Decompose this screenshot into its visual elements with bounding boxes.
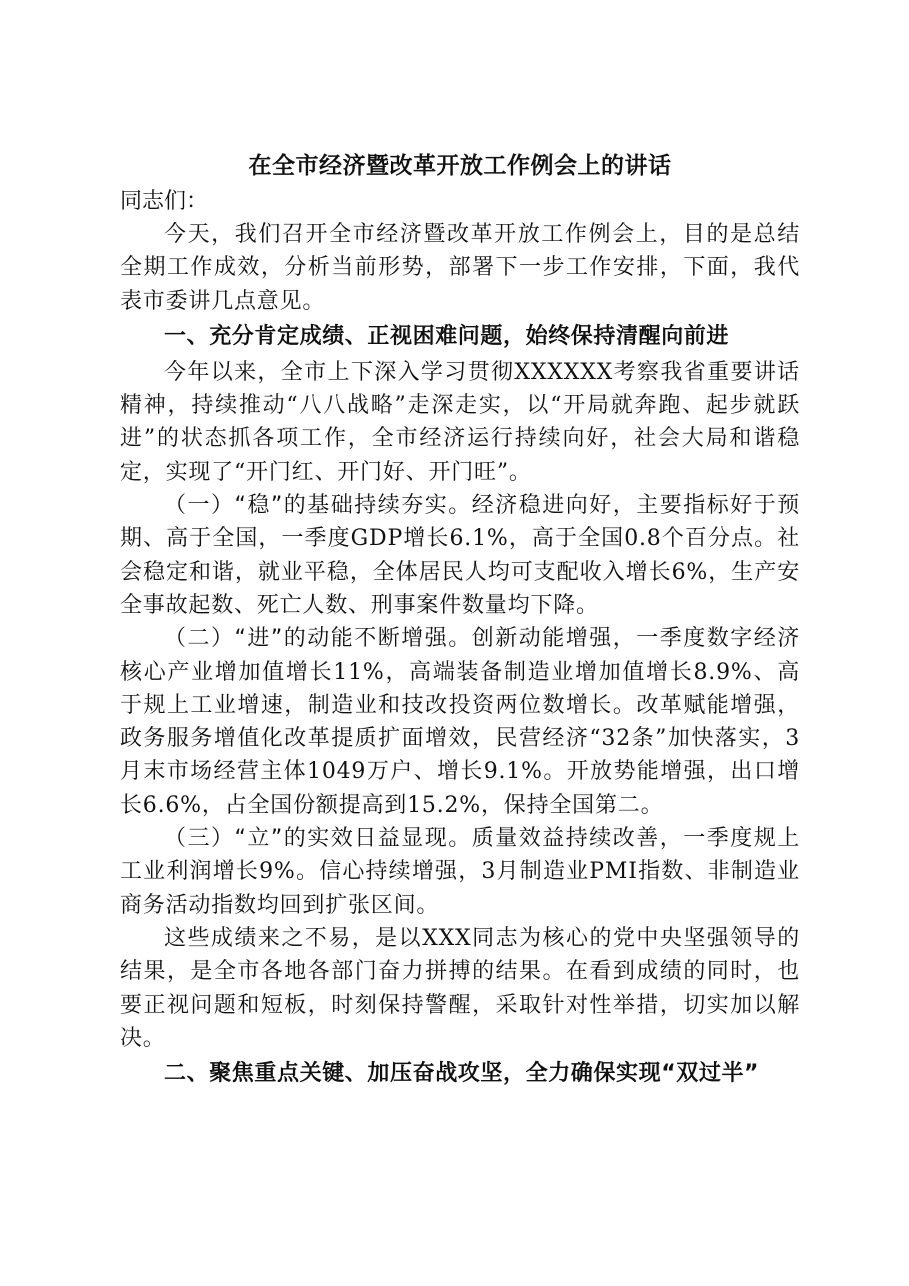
section-1-heading: 一、充分肯定成绩、正视困难问题，始终保持清醒向前进 xyxy=(164,323,730,349)
item-2-lead: （二）“进”的动能不断增强。 xyxy=(164,626,472,652)
item-1-paragraph xyxy=(120,489,800,622)
section-2-heading: 二、聚焦重点关键、加压奋战攻坚，全力确保实现“双过半” xyxy=(164,1061,760,1087)
section-1-closing-paragraph: 这些成绩来之不易，是以XXX同志为核心的党中央坚强领导的结果，是全市各地各部门奋力拼搏的结果。在看到成绩的同时，也要正视问题和短板，时刻保持警醒，采取针对性举措，切实加以解决。 xyxy=(120,925,800,1051)
item-1-body: 经济稳进向好，主要指标好于预期、高于全国，一季度GDP增长6.1%，高于全国0.8个百分点。社会稳定和谐，就业平稳，全体居民人均可支配收入增长6%，生产安全事故起数、死亡人数、刑事案件数量均下降。 xyxy=(120,493,801,618)
intro-paragraph: 今天，我们召开全市经济暨改革开放工作例会上，目的是总结全期工作成效，分析当前形势，部署下一步工作安排，下面，我代表市委讲几点意见。 xyxy=(120,222,800,314)
section-1-paragraph: 今年以来，全市上下深入学习贯彻XXXXXX考察我省重要讲话精神，持续推动“八八战略”走深走实，以“开局就奔跑、起步就跃进”的状态抓各项工作，全市经济运行持续向好，社会大局和谐稳定，实现了“开门红、开门好、开门旺”。 xyxy=(120,359,800,485)
document-title: 在全市经济暨改革开放工作例会上的讲话 xyxy=(248,153,672,179)
item-3-lead: （三）“立”的实效日益显现。 xyxy=(164,826,472,852)
item-2-body: 创新动能增强，一季度数字经济核心产业增加值增长11%，高端装备制造业增加值增长8.9%、高于规上工业增速，制造业和技改投资两位数增长。改革赋能增强，政务服务增值化改革提质扩面增效，民营经济“32条”加快落实，3月末市场经营主体1049万户、增长9.1%。开放势能增强，出口增长6.6%，占全国份额提高到15.2%，保持全国第二。 xyxy=(120,626,801,818)
item-1-lead: （一）“稳”的基础持续夯实。 xyxy=(164,493,472,519)
item-3-paragraph xyxy=(120,822,800,922)
salutation: 同志们： xyxy=(120,189,209,214)
item-3-body: 质量效益持续改善，一季度规上工业利润增长9%。信心持续增强，3月制造业PMI指数、非制造业商务活动指数均回到扩张区间。 xyxy=(120,826,801,918)
document-page xyxy=(120,148,800,1091)
item-2-paragraph xyxy=(120,622,800,822)
